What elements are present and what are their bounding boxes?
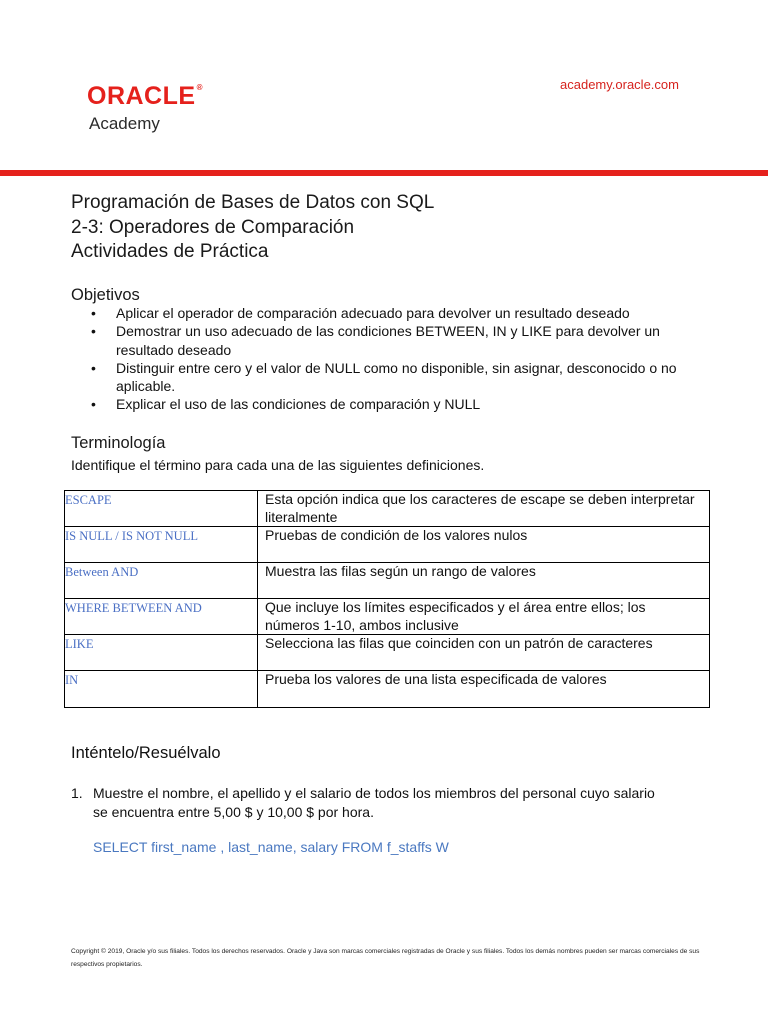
table-row (65, 527, 710, 563)
terminology-heading: Terminología (71, 434, 166, 452)
table-row (65, 671, 710, 708)
practice-heading: Inténtelo/Resuélvalo (71, 744, 221, 762)
answer-text[interactable]: SELECT first_name , last_name, salary FROM f_staffs W (93, 839, 449, 855)
objectives-list (71, 304, 711, 414)
table-row (65, 563, 710, 599)
terminology-intro: Identifique el término para cada una de las siguientes definiciones. (71, 457, 485, 473)
definition-cell: Pruebas de condición de los valores nulos (258, 527, 710, 563)
table-row (65, 635, 710, 671)
lesson-title: 2-3: Operadores de Comparación (71, 216, 355, 238)
definition-cell: Que incluye los límites especificados y el área entre ellos; los números 1-10, ambos inclusive (258, 599, 710, 635)
question-text: Muestre el nombre, el apellido y el salario de todos los miembros del personal cuyo salario se encuentra entre 5,00 $ y 10,00 $ por hora. (93, 785, 655, 820)
terminology-table (64, 490, 710, 708)
oracle-logo-text: ORACLE (87, 82, 196, 110)
bullet-icon: • (91, 396, 96, 413)
registered-mark: ® (196, 83, 203, 92)
objectives-heading: Objetivos (71, 286, 140, 304)
header-divider (0, 170, 768, 176)
term-cell[interactable]: Between AND (65, 563, 258, 599)
list-item (71, 304, 711, 322)
activity-title: Actividades de Práctica (71, 241, 269, 262)
document-titles (71, 191, 434, 265)
definition-cell: Selecciona las filas que coinciden con un patrón de caracteres (258, 635, 710, 671)
objective-text: Distinguir entre cero y el valor de NULL como no disponible, sin asignar, desconocido o no aplicable. (116, 359, 677, 395)
bullet-icon: • (91, 359, 96, 376)
objective-text: Demostrar un uso adecuado de las condiciones BETWEEN, IN y LIKE para devolver un resultado deseado (116, 323, 660, 358)
definition-cell: Esta opción indica que los caracteres de escape se deben interpretar literalmente (258, 491, 710, 527)
table-row (65, 599, 710, 635)
question-1 (71, 784, 671, 821)
objective-text: Explicar el uso de las condiciones de comparación y NULL (116, 396, 481, 413)
academy-logo-text: Academy (89, 114, 160, 133)
definition-cell: Muestra las filas según un rango de valores (258, 563, 710, 599)
term-cell[interactable]: IS NULL / IS NOT NULL (65, 527, 258, 563)
term-cell[interactable]: ESCAPE (65, 491, 258, 527)
table-row (65, 491, 710, 527)
term-cell[interactable]: LIKE (65, 635, 258, 671)
copyright-footer: Copyright © 2019, Oracle y/o sus filiales. Todos los derechos reservados. Oracle y Java son marcas comerciales registradas de Oracle y sus filiales. Todos los demás nombres pueden ser marcas comerciales de sus respectivos propietarios. (71, 948, 700, 968)
objective-text: Aplicar el operador de comparación adecuado para devolver un resultado deseado (116, 305, 630, 321)
oracle-logo (87, 84, 203, 109)
term-cell[interactable]: WHERE BETWEEN AND (65, 599, 258, 635)
list-item (71, 395, 711, 413)
site-link[interactable]: academy.oracle.com (560, 77, 679, 92)
course-title: Programación de Bases de Datos con SQL (71, 192, 435, 213)
bullet-icon: • (91, 305, 96, 321)
list-item (71, 359, 711, 396)
list-item (71, 322, 711, 359)
definition-cell: Prueba los valores de una lista especificada de valores (258, 671, 710, 708)
question-number: 1. (71, 785, 83, 801)
term-cell[interactable]: IN (65, 671, 258, 708)
bullet-icon: • (91, 323, 96, 340)
